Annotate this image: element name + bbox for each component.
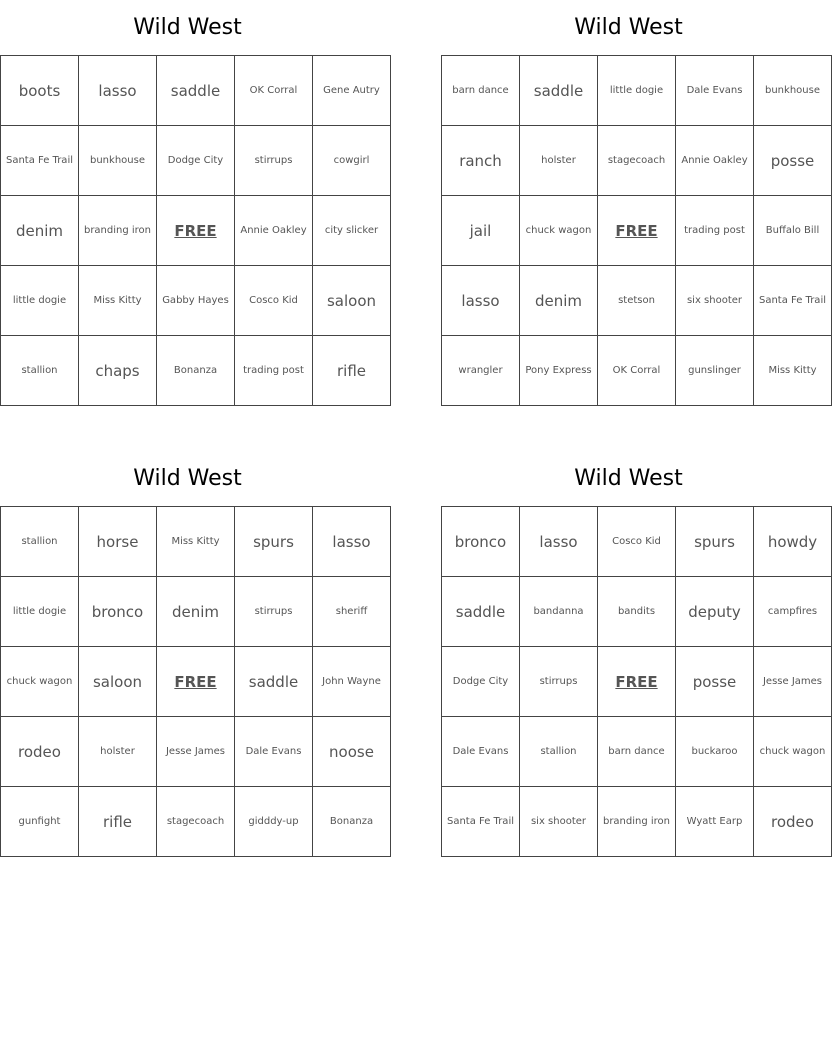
bingo-cell: Buffalo Bill (754, 196, 832, 266)
bingo-cell: Miss Kitty (754, 336, 832, 406)
bingo-cell: sheriff (313, 577, 391, 647)
bingo-cell: bandits (598, 577, 676, 647)
bingo-grid (441, 506, 832, 857)
bingo-cell: bronco (442, 507, 520, 577)
bingo-cell: saloon (79, 647, 157, 717)
bingo-cell: posse (754, 126, 832, 196)
bingo-cell: denim (1, 196, 79, 266)
bingo-grid (0, 506, 391, 857)
bingo-cell: gunfight (1, 787, 79, 857)
card-title: Wild West (133, 15, 242, 40)
bingo-cell: Miss Kitty (157, 507, 235, 577)
bingo-cell: stallion (520, 717, 598, 787)
bingo-cell: rifle (79, 787, 157, 857)
bingo-cell: posse (676, 647, 754, 717)
grid-row (442, 577, 832, 647)
bingo-cell: Dale Evans (235, 717, 313, 787)
bingo-cell: rifle (313, 336, 391, 406)
bingo-cell: lasso (79, 56, 157, 126)
card-title: Wild West (574, 466, 683, 491)
bingo-cell: gunslinger (676, 336, 754, 406)
bingo-cell: holster (79, 717, 157, 787)
grid-row (442, 196, 832, 266)
bingo-grid (441, 55, 832, 406)
bingo-cell: Miss Kitty (79, 266, 157, 336)
bingo-cell: trading post (235, 336, 313, 406)
grid-row (442, 126, 832, 196)
grid-row (1, 336, 391, 406)
grid-row (442, 717, 832, 787)
bingo-cell: Dale Evans (676, 56, 754, 126)
bingo-cell: jail (442, 196, 520, 266)
grid-row (442, 336, 832, 406)
bingo-cell: rodeo (1, 717, 79, 787)
grid-row (442, 56, 832, 126)
bingo-cell: lasso (520, 507, 598, 577)
bingo-cell: boots (1, 56, 79, 126)
grid-row (1, 266, 391, 336)
bingo-cell: horse (79, 507, 157, 577)
bingo-cell: rodeo (754, 787, 832, 857)
bingo-cell: saddle (442, 577, 520, 647)
bingo-cell: Santa Fe Trail (442, 787, 520, 857)
bingo-cell: OK Corral (598, 336, 676, 406)
bingo-card-2 (441, 0, 826, 406)
bingo-cell: saddle (157, 56, 235, 126)
grid-row (1, 56, 391, 126)
bingo-cell: spurs (676, 507, 754, 577)
bingo-cell: stallion (1, 507, 79, 577)
bingo-cell: saloon (313, 266, 391, 336)
bingo-card-4 (441, 451, 826, 857)
bingo-cell: little dogie (1, 577, 79, 647)
bingo-cell: barn dance (598, 717, 676, 787)
bingo-cell: Cosco Kid (598, 507, 676, 577)
grid-row (1, 787, 391, 857)
bingo-cell: bunkhouse (754, 56, 832, 126)
bingo-cell: trading post (676, 196, 754, 266)
card-title: Wild West (574, 15, 683, 40)
grid-row (1, 507, 391, 577)
grid-row (442, 787, 832, 857)
bingo-cell: Dodge City (157, 126, 235, 196)
bingo-cell: bronco (79, 577, 157, 647)
bingo-cell: Gabby Hayes (157, 266, 235, 336)
bingo-cell: gidddy-up (235, 787, 313, 857)
bingo-cell: Wyatt Earp (676, 787, 754, 857)
bingo-cell: deputy (676, 577, 754, 647)
bingo-cell: chuck wagon (1, 647, 79, 717)
bingo-cell: buckaroo (676, 717, 754, 787)
bingo-cell: city slicker (313, 196, 391, 266)
bingo-cell: denim (520, 266, 598, 336)
grid-row (1, 717, 391, 787)
bingo-cell: Santa Fe Trail (1, 126, 79, 196)
bingo-card-1 (0, 0, 380, 406)
grid-row (1, 126, 391, 196)
bingo-cell: stagecoach (157, 787, 235, 857)
bingo-cell: OK Corral (235, 56, 313, 126)
bingo-cell: Santa Fe Trail (754, 266, 832, 336)
bingo-cell: Gene Autry (313, 56, 391, 126)
bingo-cell: bunkhouse (79, 126, 157, 196)
bingo-cell: spurs (235, 507, 313, 577)
grid-row (442, 266, 832, 336)
bingo-cell: Bonanza (313, 787, 391, 857)
bingo-cell: Jesse James (754, 647, 832, 717)
bingo-cell: lasso (442, 266, 520, 336)
free-space-cell: FREE (157, 196, 235, 266)
bingo-cell: lasso (313, 507, 391, 577)
grid-row (1, 577, 391, 647)
bingo-cell: campfires (754, 577, 832, 647)
bingo-grid (0, 55, 391, 406)
bingo-cell: chuck wagon (520, 196, 598, 266)
bingo-cell: little dogie (1, 266, 79, 336)
bingo-cell: saddle (235, 647, 313, 717)
bingo-cell: chaps (79, 336, 157, 406)
bingo-cell: branding iron (598, 787, 676, 857)
bingo-cell: noose (313, 717, 391, 787)
free-space-cell: FREE (157, 647, 235, 717)
grid-row (1, 196, 391, 266)
bingo-cell: John Wayne (313, 647, 391, 717)
bingo-cell: ranch (442, 126, 520, 196)
grid-row (442, 507, 832, 577)
bingo-card-3 (0, 451, 381, 857)
bingo-cell: stirrups (235, 126, 313, 196)
bingo-cell: Jesse James (157, 717, 235, 787)
grid-row (442, 647, 832, 717)
grid-row (1, 647, 391, 717)
bingo-cell: Annie Oakley (676, 126, 754, 196)
bingo-cell: Dodge City (442, 647, 520, 717)
bingo-cell: holster (520, 126, 598, 196)
bingo-cell: Dale Evans (442, 717, 520, 787)
bingo-cell: denim (157, 577, 235, 647)
free-space-cell: FREE (598, 196, 676, 266)
bingo-cell: stagecoach (598, 126, 676, 196)
bingo-cell: Bonanza (157, 336, 235, 406)
bingo-cell: chuck wagon (754, 717, 832, 787)
bingo-cell: stetson (598, 266, 676, 336)
bingo-cell: branding iron (79, 196, 157, 266)
bingo-cell: six shooter (520, 787, 598, 857)
bingo-cell: stallion (1, 336, 79, 406)
bingo-cell: wrangler (442, 336, 520, 406)
bingo-cell: Annie Oakley (235, 196, 313, 266)
bingo-cell: cowgirl (313, 126, 391, 196)
card-title: Wild West (133, 466, 242, 491)
bingo-cell: little dogie (598, 56, 676, 126)
bingo-cell: six shooter (676, 266, 754, 336)
bingo-cell: Cosco Kid (235, 266, 313, 336)
bingo-cell: stirrups (235, 577, 313, 647)
bingo-cell: Pony Express (520, 336, 598, 406)
free-space-cell: FREE (598, 647, 676, 717)
bingo-cell: saddle (520, 56, 598, 126)
bingo-cell: barn dance (442, 56, 520, 126)
bingo-cell: howdy (754, 507, 832, 577)
bingo-cell: stirrups (520, 647, 598, 717)
bingo-cell: bandanna (520, 577, 598, 647)
